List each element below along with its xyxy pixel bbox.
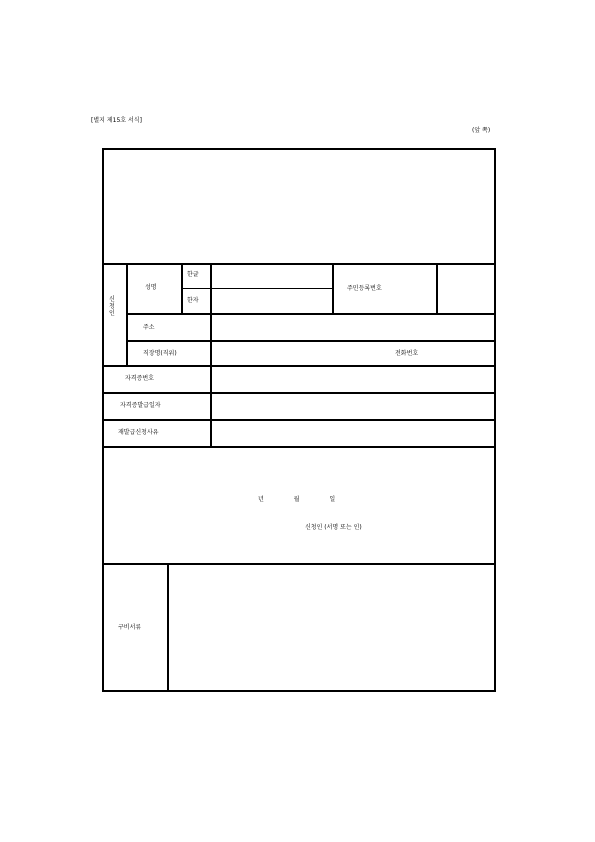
signature-line: 신청인 (서명 또는 인) [305, 524, 362, 531]
row-divider [126, 340, 496, 342]
phone-label: 전화번호 [395, 350, 419, 357]
column-divider [167, 563, 169, 692]
row-divider [102, 563, 496, 565]
attachments-label: 구비서류 [118, 624, 142, 631]
hangul-label: 한글 [187, 271, 199, 278]
applicant-label: 신청인 [109, 296, 115, 317]
row-divider [102, 365, 496, 367]
issue-date-label: 자격증발급일자 [120, 402, 161, 409]
resident-number-label: 주민등록번호 [347, 285, 382, 292]
address-label: 주소 [143, 324, 155, 331]
column-divider [126, 263, 128, 365]
form-number: [별지 제15호 서식] [91, 117, 142, 124]
column-divider [436, 263, 438, 313]
row-divider [102, 419, 496, 421]
hanja-label: 한자 [187, 297, 199, 304]
date-line: 년 월 일 [258, 496, 350, 503]
row-divider [102, 392, 496, 394]
reissue-reason-label: 재발급신청사유 [118, 429, 159, 436]
column-divider [181, 263, 183, 313]
name-label: 성명 [145, 284, 157, 291]
column-divider [210, 263, 212, 446]
column-divider [332, 263, 334, 313]
row-divider [126, 313, 496, 315]
row-divider [102, 446, 496, 448]
workplace-label: 직장명(직위) [143, 350, 177, 357]
certificate-number-label: 자격증번호 [125, 375, 154, 382]
page-reference: (앞 쪽) [472, 127, 491, 134]
row-divider [181, 288, 332, 289]
